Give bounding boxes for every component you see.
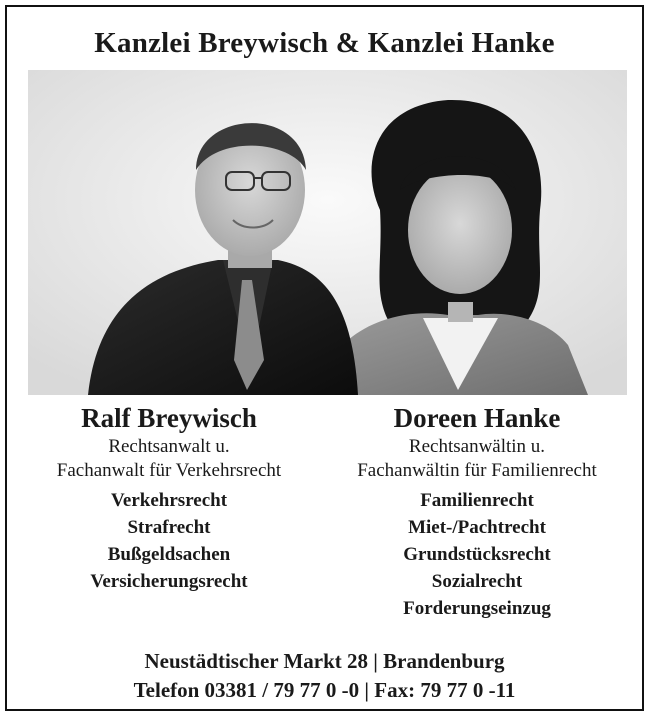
practice-area: Strafrecht	[127, 517, 211, 538]
practice-areas-list	[327, 487, 627, 622]
lawyer-column-hanke	[327, 401, 627, 622]
lawyer-name: Doreen Hanke	[393, 403, 561, 433]
practice-area: Familienrecht	[420, 490, 534, 511]
practice-area: Miet-/Pachtrecht	[408, 517, 546, 538]
phone-fax-line: Telefon 03381 / 79 77 0 -0 | Fax: 79 77 0 -11	[133, 678, 516, 702]
practice-area: Forderungseinzug	[403, 598, 551, 619]
lawyer-title: Rechtsanwältin u.	[408, 436, 546, 457]
lawyer-specialization: Fachanwältin für Familienrecht	[357, 460, 597, 481]
lawyer-title: Rechtsanwalt u.	[108, 436, 230, 457]
advertisement-frame	[5, 5, 644, 711]
portrait-photo	[28, 70, 627, 395]
address-line: Neustädtischer Markt 28 | Brandenburg	[144, 649, 505, 673]
practice-area: Sozialrecht	[431, 571, 523, 592]
contact-footer	[7, 647, 642, 705]
practice-area: Versicherungsrecht	[90, 571, 248, 592]
practice-areas-list	[19, 487, 319, 595]
lawyer-name: Ralf Breywisch	[81, 403, 257, 433]
lawyer-column-breywisch	[19, 401, 319, 595]
lawyer-specialization: Fachanwalt für Verkehrsrecht	[56, 460, 282, 481]
practice-area: Grundstücksrecht	[403, 544, 551, 565]
page-title: Kanzlei Breywisch & Kanzlei Hanke	[94, 27, 555, 59]
practice-area: Bußgeldsachen	[107, 544, 231, 565]
practice-area: Verkehrsrecht	[110, 490, 228, 511]
